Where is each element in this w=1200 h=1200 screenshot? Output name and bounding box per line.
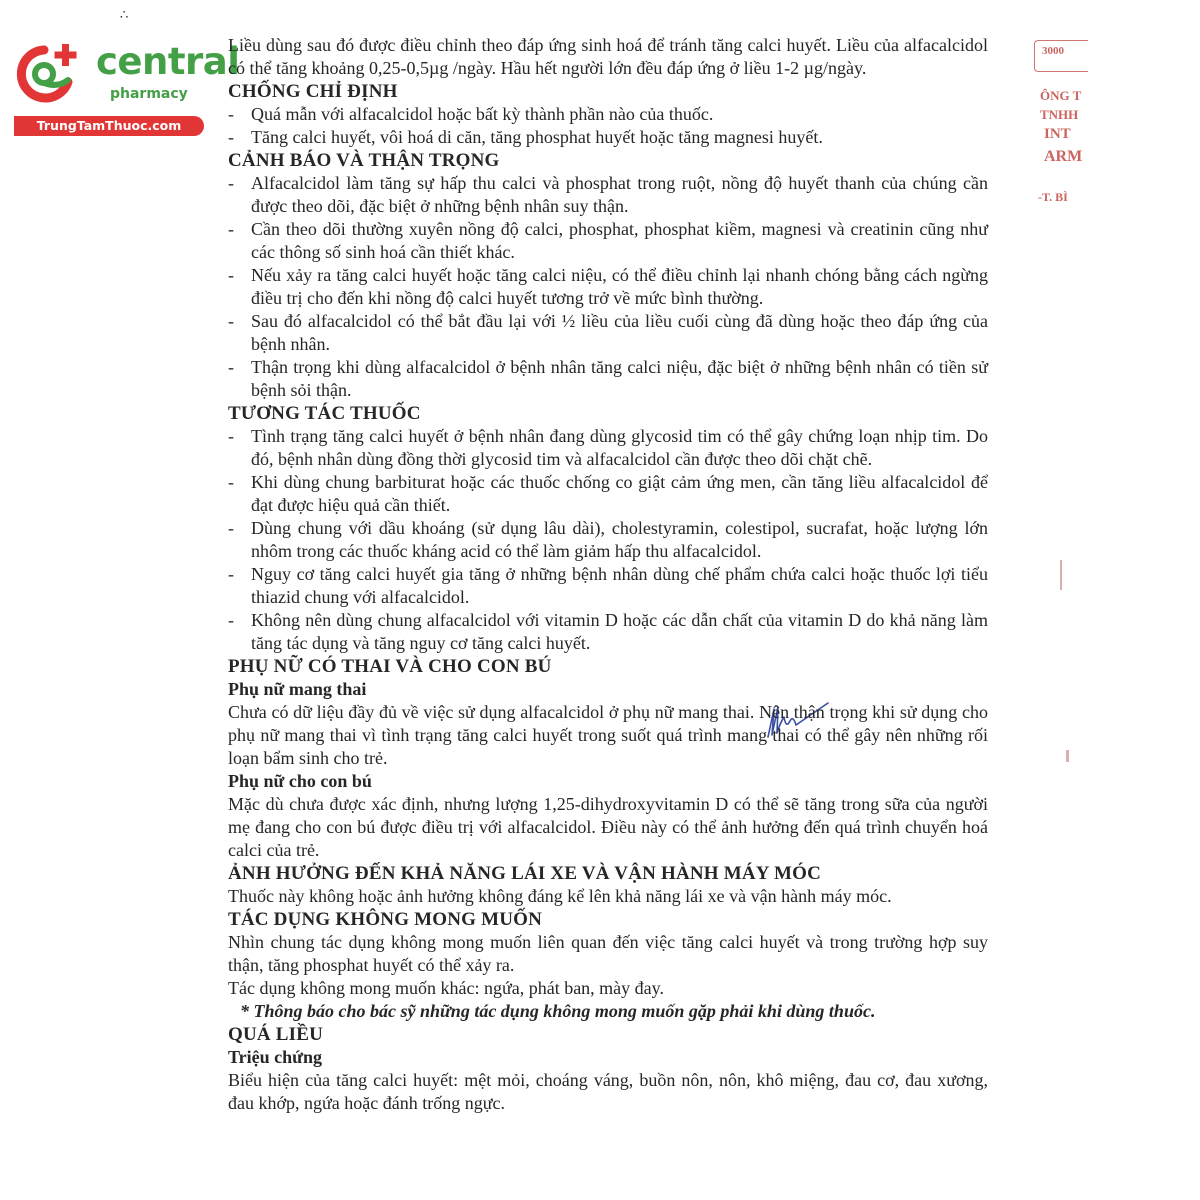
side-effects-heading: TÁC DỤNG KHÔNG MONG MUỐN	[228, 909, 543, 930]
list-item: - Dùng chung với dầu khoáng (sử dụng lâu dài), cholestyramin, colestipol, sucrafat, hoặc lượng lớn nhôm trong các thuốc kháng acid có thể làm giảm hấp thu alfacalcidol.	[228, 518, 988, 561]
list-item: - Khi dùng chung barbiturat hoặc các thuốc chống co giật cảm ứng men, cần tăng liều alfacalcidol để đạt được hiệu quả cần thiết.	[228, 472, 988, 515]
logo-subtitle: pharmacy	[110, 86, 188, 102]
nursing-paragraph: Mặc dù chưa được xác định, nhưng lượng 1,25-dihydroxyvitamin D có thể sẽ tăng trong sữa của người mẹ đang cho con bú được điều trị với alfacalcidol. Điều này có thể ảnh hưởng đến quá trình chuyển hoá calci của trẻ.	[228, 794, 988, 860]
nursing-subheading: Phụ nữ cho con bú	[228, 771, 372, 791]
company-stamp	[1028, 28, 1088, 228]
scan-mark	[1060, 560, 1062, 590]
list-item: - Nếu xảy ra tăng calci huyết hoặc tăng calci niệu, có thể điều chỉnh lại nhanh chóng bằng cách ngừng điều trị cho đến khi nồng độ calci huyết tương trở về mức bình thường.	[228, 265, 988, 308]
pregnant-subheading: Phụ nữ mang thai	[228, 679, 367, 699]
stamp-line: INT	[1044, 126, 1071, 142]
list-item: - Thận trọng khi dùng alfacalcidol ở bệnh nhân tăng calci niệu, đặc biệt ở những bệnh nhân có tiền sử bệnh sỏi thận.	[228, 357, 988, 400]
dosage-paragraph: Liều dùng sau đó được điều chỉnh theo đáp ứng sinh hoá để tránh tăng calci huyết. Liều của alfacalcidol có thể tăng khoảng 0,25-0,5µg /ngày. Hầu hết người lớn đều đáp ứng ở liều 1-2 µg/ngày.	[228, 35, 988, 78]
symptoms-subheading: Triệu chứng	[228, 1047, 322, 1067]
list-item: - Quá mẫn với alfacalcidol hoặc bất kỳ thành phần nào của thuốc.	[228, 104, 714, 124]
central-pharmacy-logo[interactable]	[10, 38, 240, 138]
side-effects-paragraph: Nhìn chung tác dụng không mong muốn liên quan đến việc tăng calci huyết và trong trường hợp suy thận, tăng phosphat huyết có thể xảy ra.	[228, 932, 988, 975]
leaflet-content	[228, 34, 988, 1115]
stamp-line: TNHH	[1040, 107, 1079, 122]
logo-website-badge: TrungTamThuoc.com	[14, 116, 204, 136]
scan-mark	[1066, 750, 1069, 762]
list-item: - Tình trạng tăng calci huyết ở bệnh nhân đang dùng glycosid tim có thể gây chứng loạn nhịp tim. Do đó, bệnh nhân dùng đồng thời glycosid tim và alfacalcidol cần được theo dõi chặt chẽ.	[228, 426, 988, 469]
contraindications-heading: CHỐNG CHỈ ĐỊNH	[228, 81, 398, 102]
stamp-line: 3000	[1042, 45, 1064, 57]
driving-heading: ẢNH HƯỞNG ĐẾN KHẢ NĂNG LÁI XE VÀ VẬN HÀNH MÁY MÓC	[228, 863, 821, 884]
interactions-heading: TƯƠNG TÁC THUỐC	[228, 403, 421, 424]
pregnancy-heading: PHỤ NỮ CÓ THAI VÀ CHO CON BÚ	[228, 656, 552, 677]
driving-paragraph: Thuốc này không hoặc ảnh hưởng không đáng kể lên khả năng lái xe và vận hành máy móc.	[228, 886, 892, 906]
stamp-line: ARM	[1044, 148, 1083, 165]
list-item: - Nguy cơ tăng calci huyết gia tăng ở những bệnh nhân dùng chế phẩm chứa calci hoặc thuốc lợi tiểu thiazid chung với alfacalcidol.	[228, 564, 988, 607]
overdose-heading: QUÁ LIỀU	[228, 1024, 324, 1045]
pharmacy-cross-logo-icon	[10, 40, 88, 110]
symptoms-paragraph: Biểu hiện của tăng calci huyết: mệt mỏi, choáng váng, buồn nôn, nôn, khô miệng, đau cơ, đau xương, đau khớp, ngứa hoặc đánh trống ngực.	[228, 1070, 988, 1113]
scan-speck-icon: ∴	[120, 8, 129, 23]
list-item: - Alfacalcidol làm tăng sự hấp thu calci và phosphat trong ruột, nồng độ huyết thanh của chúng cần được theo dõi, đặc biệt ở những bệnh nhân suy thận.	[228, 173, 988, 216]
logo-name: central	[96, 40, 240, 83]
list-item: - Sau đó alfacalcidol có thể bắt đầu lại với ½ liều của liều cuối cùng đã dùng hoặc theo đáp ứng của bệnh nhân.	[228, 311, 988, 354]
list-item: - Cần theo dõi thường xuyên nồng độ calci, phosphat, phosphat kiềm, magnesi và creatinin cũng như các thông số sinh hoá cần thiết khác.	[228, 219, 988, 262]
other-side-effects-paragraph: Tác dụng không mong muốn khác: ngứa, phát ban, mày đay.	[228, 978, 664, 998]
side-effects-note: * Thông báo cho bác sỹ những tác dụng không mong muốn gặp phải khi dùng thuốc.	[240, 1001, 876, 1021]
pregnant-paragraph: Chưa có dữ liệu đầy đủ về việc sử dụng alfacalcidol ở phụ nữ mang thai. Nên thận trọng khi sử dụng cho phụ nữ mang thai vì tình trạng tăng calci huyết trong suốt quá trình mang thai có thể gây nên những rối loạn bẩm sinh cho trẻ.	[228, 702, 988, 768]
stamp-line: -T. BÌ	[1038, 190, 1068, 204]
warnings-heading: CẢNH BÁO VÀ THẬN TRỌNG	[228, 150, 500, 171]
list-item: - Không nên dùng chung alfacalcidol với vitamin D hoặc các dẫn chất của vitamin D do khả năng làm tăng tác dụng và tăng nguy cơ tăng calci huyết.	[228, 610, 988, 653]
stamp-line: ÔNG T	[1040, 88, 1082, 103]
list-item: - Tăng calci huyết, vôi hoá di căn, tăng phosphat huyết hoặc tăng magnesi huyết.	[228, 127, 823, 147]
